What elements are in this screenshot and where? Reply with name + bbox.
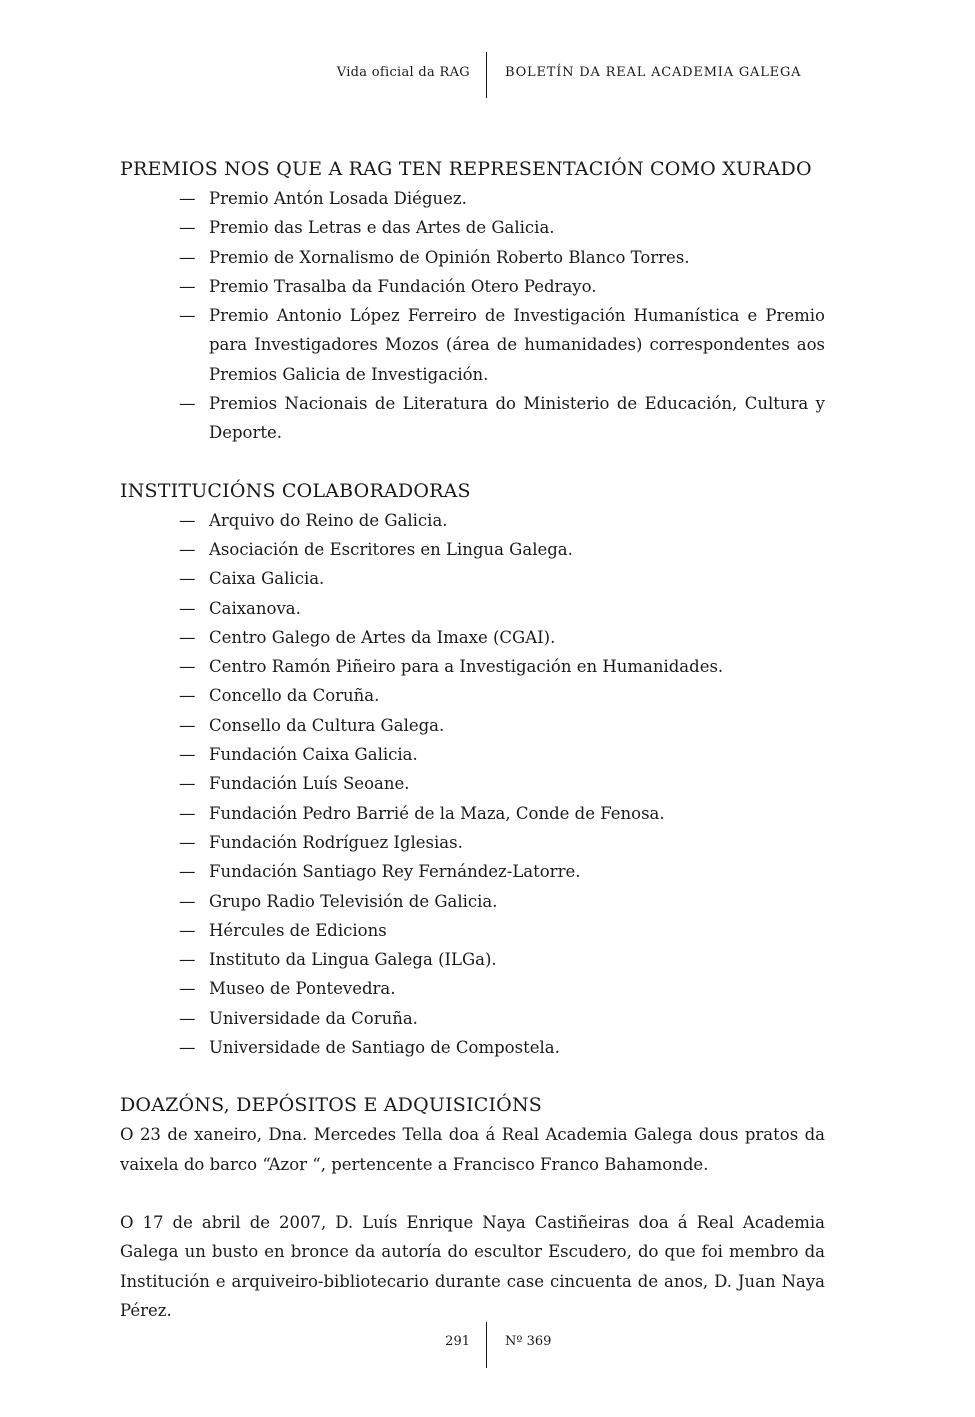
list-item-text: Instituto da Lingua Galega (ILGa).: [209, 950, 497, 970]
list-dash: —: [179, 539, 196, 559]
list-item: [120, 916, 825, 945]
list-dash: —: [179, 657, 196, 677]
list-item: [120, 652, 825, 681]
list-item-text: Centro Galego de Artes da Imaxe (CGAI).: [209, 627, 556, 647]
list-item-text: Centro Ramón Piñeiro para a Investigación en Humanidades.: [209, 657, 724, 677]
list-dash: —: [179, 247, 196, 267]
list-dash: —: [179, 979, 196, 999]
list-item-text: Fundación Caixa Galicia.: [209, 745, 418, 765]
list-item-text: Caixanova.: [209, 598, 301, 618]
footer-divider: [486, 1322, 487, 1368]
list-item-text: Fundación Rodríguez Iglesias.: [209, 832, 463, 852]
list-dash: —: [179, 774, 196, 794]
list-item-text: Fundación Pedro Barrié de la Maza, Conde de Fenosa.: [209, 803, 665, 823]
list-item: [120, 681, 825, 710]
list-item: [120, 535, 825, 564]
list-dash: —: [179, 569, 196, 589]
list-item-text: Universidade da Coruña.: [209, 1008, 418, 1028]
list-dash: —: [179, 803, 196, 823]
list-item: [120, 769, 825, 798]
list-item: [120, 506, 825, 535]
list-item: [120, 243, 825, 272]
institucions-list: [120, 506, 825, 1063]
list-item-text: Premio Antón Losada Diéguez.: [209, 189, 467, 208]
page-number: 291: [445, 1334, 470, 1349]
list-item-text: Museo de Pontevedra.: [209, 979, 396, 999]
list-dash: —: [179, 862, 196, 882]
list-item-text: Grupo Radio Televisión de Galicia.: [209, 891, 498, 911]
list-dash: —: [179, 891, 196, 911]
list-dash: —: [179, 394, 196, 414]
list-dash: —: [179, 1038, 196, 1058]
list-item: [120, 1004, 825, 1033]
list-item: [120, 799, 825, 828]
section-title-premios: PREMIOS NOS QUE A RAG TEN REPRESENTACIÓN COMO XURADO: [120, 158, 812, 180]
list-dash: —: [179, 598, 196, 618]
list-item-text: Fundación Luís Seoane.: [209, 774, 410, 794]
list-item-text: Concello da Coruña.: [209, 686, 380, 706]
list-item-text: Hércules de Edicions: [209, 920, 387, 940]
list-dash: —: [179, 715, 196, 735]
list-item-text: Premio de Xornalismo de Opinión Roberto Blanco Torres.: [209, 247, 690, 267]
list-dash: —: [179, 627, 196, 647]
list-item-text: Consello da Cultura Galega.: [209, 715, 445, 735]
list-dash: —: [179, 189, 196, 208]
list-dash: —: [179, 920, 196, 940]
list-item-text: Premios Nacionais de Literatura do Ministerio de Educación, Cultura y Deporte.: [209, 394, 825, 443]
list-dash: —: [179, 306, 196, 326]
list-item: [120, 564, 825, 593]
list-item-text: Fundación Santiago Rey Fernández-Latorre.: [209, 862, 581, 882]
list-item: [120, 887, 825, 916]
list-dash: —: [179, 686, 196, 706]
list-dash: —: [179, 832, 196, 852]
list-item: [120, 1033, 825, 1062]
list-dash: —: [179, 218, 196, 238]
list-item-text: Arquivo do Reino de Galicia.: [209, 510, 448, 530]
list-item: [120, 594, 825, 623]
doazons-paragraph: O 23 de xaneiro, Dna. Mercedes Tella doa á Real Academia Galega dous pratos da vaixela do barco “Azor “, pertencente a Francisco Franco Bahamonde.: [120, 1125, 825, 1174]
list-dash: —: [179, 950, 196, 970]
list-item: [120, 974, 825, 1003]
list-dash: —: [179, 1008, 196, 1028]
list-item: [120, 740, 825, 769]
list-dash: —: [179, 276, 196, 296]
list-item: [120, 828, 825, 857]
list-item-text: Caixa Galicia.: [209, 569, 325, 589]
page-footer: [0, 1322, 975, 1372]
page-header: [0, 62, 975, 100]
list-dash: —: [179, 510, 196, 530]
list-item-text: Asociación de Escritores en Lingua Galega.: [209, 539, 573, 559]
list-item: [120, 272, 825, 301]
doazons-paragraph: O 17 de abril de 2007, D. Luís Enrique Naya Castiñeiras doa á Real Academia Galega un busto en bronce da autoría do escultor Escudero, do que foi membro da Institución e arquiveiro-bibliotecario durante case cincuenta de anos, D. Juan Naya Pérez.: [120, 1212, 825, 1320]
list-item: [120, 301, 825, 389]
list-item: [120, 623, 825, 652]
header-section-label: Vida oficial da RAG: [336, 65, 470, 80]
list-item: [120, 945, 825, 974]
list-item: [120, 711, 825, 740]
issue-number: Nº 369: [505, 1334, 552, 1349]
list-item: [120, 184, 825, 213]
list-item-text: Universidade de Santiago de Compostela.: [209, 1038, 560, 1058]
header-divider: [486, 52, 487, 98]
list-item: [120, 857, 825, 886]
premios-list: [120, 184, 825, 448]
header-journal-title: BOLETÍN DA REAL ACADEMIA GALEGA: [505, 65, 802, 80]
section-title-doazons: DOAZÓNS, DEPÓSITOS E ADQUISICIÓNS: [120, 1094, 542, 1117]
list-item: [120, 213, 825, 242]
list-item-text: Premio Antonio López Ferreiro de Investigación Humanística e Premio para Investigadores Mozos (área de humanidades) correspondentes aos Premios Galicia de Investigación.: [209, 306, 825, 384]
list-item-text: Premio Trasalba da Fundación Otero Pedrayo.: [209, 276, 597, 296]
list-item: [120, 389, 825, 448]
list-item-text: Premio das Letras e das Artes de Galicia.: [209, 218, 555, 238]
page-content: [120, 155, 825, 1325]
section-title-institucions: INSTITUCIÓNS COLABORADORAS: [120, 479, 471, 502]
list-dash: —: [179, 745, 196, 765]
